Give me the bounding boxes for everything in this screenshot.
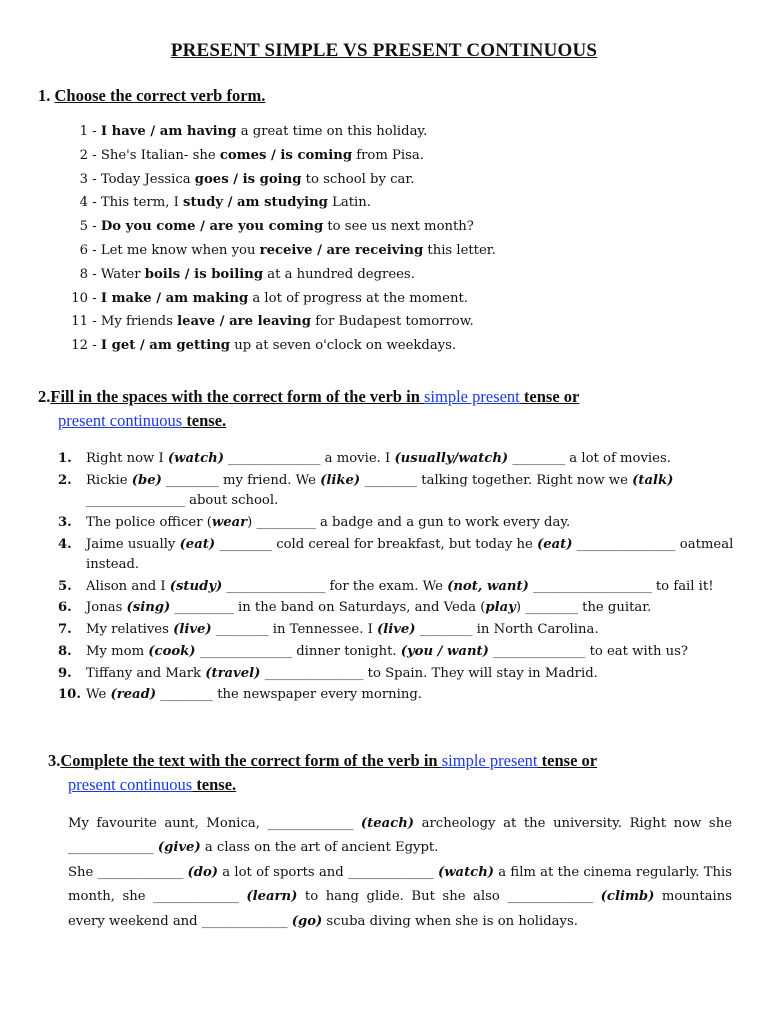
item-text: - This term, I xyxy=(88,195,184,211)
item-number: 7. xyxy=(58,622,72,638)
item-text-part: Jaime usually xyxy=(86,536,180,552)
verb-choice: I get / am getting xyxy=(100,338,231,354)
item-text xyxy=(86,471,738,512)
section3-paragraph-2 xyxy=(68,861,732,934)
item-text-part: _______________ to Spain. They will stay in Madrid. xyxy=(260,665,598,681)
list-item xyxy=(60,120,740,144)
verb-choice: study / am studying xyxy=(183,195,328,211)
section2-link-simple-present[interactable]: simple present xyxy=(424,387,520,406)
item-text-part: ______________ a movie. I xyxy=(223,451,395,466)
verb-hint: (eat) xyxy=(179,536,216,552)
item-number: 4. xyxy=(58,536,72,552)
verb-hint: (travel) xyxy=(205,665,261,681)
item-text-part: ________ in North Carolina. xyxy=(415,622,599,638)
item-text-part: ________ the newspaper every morning. xyxy=(156,687,422,703)
item-text: - xyxy=(88,124,101,139)
paragraph-text: My favourite aunt, Monica, _____________ xyxy=(68,816,361,831)
item-number: 3. xyxy=(58,514,72,530)
section1-list xyxy=(60,120,740,358)
item-text-part: My mom xyxy=(86,643,149,659)
list-item xyxy=(58,664,738,685)
section1-number: 1. xyxy=(38,86,51,105)
paragraph-text: to hang glide. But she also _____________ xyxy=(297,889,601,905)
page-title: PRESENT SIMPLE VS PRESENT CONTINUOUS xyxy=(170,40,598,61)
item-number: 2 xyxy=(79,147,88,163)
verb-hint: (like) xyxy=(320,472,361,488)
section3-number: 3. xyxy=(48,751,61,770)
item-text xyxy=(86,535,738,576)
verb-hint: (not, want) xyxy=(447,578,529,594)
item-number: 12 xyxy=(71,338,88,354)
item-text: Latin. xyxy=(327,195,371,211)
item-text-part: ______________ to eat with us? xyxy=(488,643,688,659)
item-text-part: My relatives xyxy=(86,622,174,638)
item-text-part: The police officer ( xyxy=(86,514,212,530)
item-text xyxy=(86,449,738,470)
section3-heading xyxy=(48,749,738,797)
verb-choice: Do you come / are you coming xyxy=(100,219,324,235)
verb-hint: play xyxy=(485,600,516,616)
section2-heading xyxy=(38,385,738,433)
list-item xyxy=(60,144,740,168)
item-text: - Water xyxy=(88,266,145,282)
item-number: 8. xyxy=(58,643,72,659)
item-text-part: _______________ about school. xyxy=(86,493,279,509)
item-text: to see us next month? xyxy=(323,219,474,235)
list-item xyxy=(58,620,738,641)
item-text xyxy=(86,642,738,663)
item-text: - Today Jessica xyxy=(88,171,195,187)
item-text-part: ______________ dinner tonight. xyxy=(195,643,401,659)
list-item xyxy=(60,239,740,263)
item-text-part: __________________ to fail it! xyxy=(528,578,714,594)
verb-choice: receive / are receiving xyxy=(259,242,424,258)
list-item xyxy=(60,263,740,287)
paragraph-text: She _____________ xyxy=(68,865,188,880)
verb-hint: (do) xyxy=(187,865,219,880)
item-text-part: Tiffany and Mark xyxy=(86,665,206,681)
item-number: 6 xyxy=(79,242,88,258)
item-text: - She's Italian- she xyxy=(88,147,220,163)
verb-hint: (talk) xyxy=(632,472,674,488)
verb-hint: (usually/watch) xyxy=(394,451,509,466)
item-text: to school by car. xyxy=(301,171,415,187)
verb-hint: (eat) xyxy=(536,536,573,552)
verb-hint: (climb) xyxy=(600,889,655,905)
paragraph-text: a class on the art of ancient Egypt. xyxy=(200,840,439,856)
item-number: 5. xyxy=(58,578,72,594)
section2-number: 2. xyxy=(38,387,51,406)
verb-hint: (go) xyxy=(291,913,323,929)
verb-hint: wear xyxy=(211,514,248,530)
verb-hint: (study) xyxy=(169,578,223,594)
item-text: - xyxy=(88,290,101,306)
item-text: at a hundred degrees. xyxy=(263,266,415,282)
item-number: 10. xyxy=(58,687,81,703)
verb-choice: goes / is going xyxy=(194,171,302,187)
verb-hint: (read) xyxy=(110,687,157,703)
item-text-part: Alison and I xyxy=(86,578,170,594)
section2-heading-text-c: tense. xyxy=(182,411,227,430)
item-number: 1. xyxy=(58,451,72,466)
item-text: this letter. xyxy=(423,242,496,258)
section1-heading-text: Choose the correct verb form. xyxy=(54,86,266,105)
verb-hint: (watch) xyxy=(437,865,495,880)
item-text-part: Right now I xyxy=(86,451,168,466)
item-text-part: ________ in Tennessee. I xyxy=(211,622,377,638)
item-text-part: ) _________ a badge and a gun to work every day. xyxy=(247,514,571,530)
item-text-part: ________ cold cereal for breakfast, but today he xyxy=(215,536,537,552)
item-number: 9. xyxy=(58,665,72,681)
verb-hint: (live) xyxy=(173,622,212,638)
list-item xyxy=(60,215,740,239)
item-number: 4 xyxy=(79,195,88,211)
paragraph-text: archeology at the university. Right now she _____________ xyxy=(68,816,732,856)
item-text xyxy=(86,577,738,598)
verb-choice: I make / am making xyxy=(100,290,249,306)
verb-hint: (learn) xyxy=(246,889,298,905)
verb-hint: (teach) xyxy=(360,816,415,831)
item-text: up at seven o'clock on weekdays. xyxy=(230,338,457,354)
verb-hint: (sing) xyxy=(126,600,171,616)
item-text-part: Jonas xyxy=(86,600,127,616)
verb-choice: leave / are leaving xyxy=(177,314,311,330)
list-item xyxy=(60,191,740,215)
list-item xyxy=(60,334,740,358)
item-text-part: _______________ oatmeal instead. xyxy=(86,536,734,573)
item-text xyxy=(86,513,738,534)
section3-link-present-continuous[interactable]: present continuous xyxy=(68,775,193,794)
verb-choice: boils / is boiling xyxy=(144,266,264,282)
list-item xyxy=(58,685,738,706)
item-text: - xyxy=(88,338,101,354)
item-text: for Budapest tomorrow. xyxy=(311,314,474,330)
verb-hint: (give) xyxy=(157,840,201,856)
item-text-part: ________ my friend. We xyxy=(161,472,321,488)
section1-heading xyxy=(38,84,265,108)
paragraph-text: a film at the cinema regularly. This month, she _____________ xyxy=(68,865,732,905)
paragraph-text: scuba diving when she is on holidays. xyxy=(322,913,578,929)
list-item xyxy=(58,449,738,470)
item-number: 2. xyxy=(58,472,72,488)
verb-choice: I have / am having xyxy=(100,124,237,139)
paragraph-text: mountains every weekend and _____________ xyxy=(68,889,732,929)
item-text xyxy=(86,664,738,685)
list-item xyxy=(60,310,740,334)
item-text-part: _______________ for the exam. We xyxy=(222,578,448,594)
list-item xyxy=(58,577,738,598)
item-text-part: ) ________ the guitar. xyxy=(515,600,652,616)
item-text: a lot of progress at the moment. xyxy=(248,290,468,306)
section2-heading-text-b: tense or xyxy=(519,387,580,406)
item-text: from Pisa. xyxy=(352,147,424,163)
item-text: - My friends xyxy=(88,314,178,330)
section3-heading-text-c: tense. xyxy=(192,775,237,794)
item-text: - xyxy=(88,219,101,235)
item-number: 1 xyxy=(79,124,88,139)
item-text-part: Rickie xyxy=(86,472,132,488)
section3-heading-text-a: Complete the text with the correct form of the verb in xyxy=(60,751,442,770)
item-text-part: _________ in the band on Saturdays, and Veda ( xyxy=(170,600,486,616)
item-text xyxy=(86,620,738,641)
item-number: 5 xyxy=(79,219,88,235)
item-number: 10 xyxy=(71,290,88,306)
list-item xyxy=(58,471,738,512)
list-item xyxy=(58,642,738,663)
verb-hint: (watch) xyxy=(167,451,224,466)
item-text: - Let me know when you xyxy=(88,242,260,258)
verb-hint: (be) xyxy=(131,472,162,488)
section3-link-simple-present[interactable]: simple present xyxy=(441,751,538,770)
item-text xyxy=(86,685,738,706)
item-text-part: ________ a lot of movies. xyxy=(508,451,671,466)
item-text xyxy=(86,598,738,619)
item-number: 6. xyxy=(58,600,72,616)
paragraph-text: a lot of sports and _____________ xyxy=(218,865,438,880)
list-item xyxy=(60,168,740,192)
list-item xyxy=(58,513,738,534)
verb-hint: (live) xyxy=(376,622,416,638)
list-item xyxy=(58,598,738,619)
section3-heading-text-b: tense or xyxy=(537,751,598,770)
verb-choice: comes / is coming xyxy=(219,147,353,163)
verb-hint: (cook) xyxy=(148,643,196,659)
section2-heading-text-a: Fill in the spaces with the correct form of the verb in xyxy=(50,387,424,406)
item-number: 8 xyxy=(79,266,88,282)
item-number: 3 xyxy=(79,171,88,187)
section3-paragraph-1 xyxy=(68,812,732,861)
section2-link-present-continuous[interactable]: present continuous xyxy=(58,411,183,430)
item-text: a great time on this holiday. xyxy=(236,124,428,139)
item-number: 11 xyxy=(71,314,88,330)
list-item xyxy=(58,535,738,576)
item-text-part: ________ talking together. Right now we xyxy=(360,472,633,488)
section2-list xyxy=(58,449,738,707)
item-text-part: We xyxy=(86,687,111,703)
list-item xyxy=(60,287,740,311)
verb-hint: (you / want) xyxy=(400,643,489,659)
